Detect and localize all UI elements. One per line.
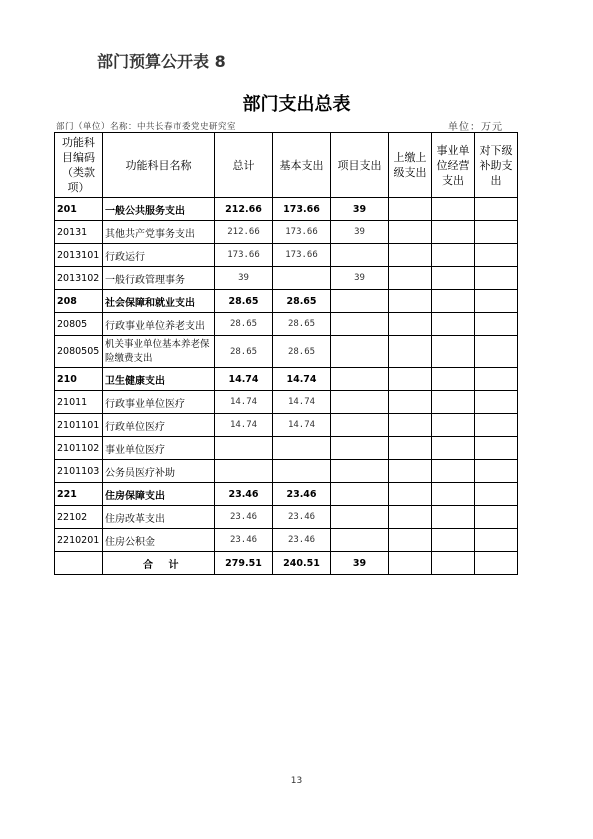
cell-upper	[389, 437, 432, 460]
cell-project	[331, 483, 389, 506]
table-row	[55, 336, 518, 368]
cell-basic: 23.46	[273, 506, 331, 529]
column-header-total: 总计	[215, 133, 273, 198]
cell-code: 22102	[55, 506, 103, 529]
cell-total: 23.46	[215, 506, 273, 529]
unit-label: 单位：万元	[448, 122, 503, 133]
table-row	[55, 483, 518, 506]
cell-business	[432, 336, 475, 368]
cell-subsidy	[475, 460, 518, 483]
cell-business	[432, 368, 475, 391]
cell-business	[432, 529, 475, 552]
table-row	[55, 290, 518, 313]
cell-project: 39	[331, 552, 389, 575]
column-header-upper: 上缴上级支出	[389, 133, 432, 198]
table-row	[55, 529, 518, 552]
cell-business	[432, 290, 475, 313]
cell-subsidy	[475, 336, 518, 368]
cell-basic: 28.65	[273, 336, 331, 368]
cell-total: 212.66	[215, 198, 273, 221]
cell-subsidy	[475, 267, 518, 290]
cell-upper	[389, 483, 432, 506]
table-row	[55, 244, 518, 267]
cell-total: 14.74	[215, 414, 273, 437]
cell-code: 2210201	[55, 529, 103, 552]
cell-project	[331, 414, 389, 437]
cell-code: 208	[55, 290, 103, 313]
cell-name: 一般公共服务支出	[103, 198, 215, 221]
cell-total: 39	[215, 267, 273, 290]
cell-basic	[273, 267, 331, 290]
document-heading: 部门预算公开表 8	[97, 52, 226, 71]
cell-project	[331, 313, 389, 336]
cell-name: 事业单位医疗	[103, 437, 215, 460]
expenditure-table	[54, 132, 518, 575]
cell-project	[331, 460, 389, 483]
cell-code: 2101101	[55, 414, 103, 437]
cell-basic: 14.74	[273, 391, 331, 414]
cell-upper	[389, 552, 432, 575]
column-header-code: 功能科目编码（类款项）	[55, 133, 103, 198]
cell-subsidy	[475, 290, 518, 313]
cell-name: 住房改革支出	[103, 506, 215, 529]
cell-name: 行政运行	[103, 244, 215, 267]
column-header-subsidy: 对下级补助支出	[475, 133, 518, 198]
cell-project	[331, 368, 389, 391]
cell-total: 14.74	[215, 368, 273, 391]
cell-code	[55, 552, 103, 575]
cell-code: 2013102	[55, 267, 103, 290]
table-row	[55, 221, 518, 244]
table-row	[55, 391, 518, 414]
cell-name: 合 计	[103, 552, 215, 575]
cell-basic: 14.74	[273, 368, 331, 391]
cell-upper	[389, 244, 432, 267]
cell-project	[331, 529, 389, 552]
cell-basic: 240.51	[273, 552, 331, 575]
cell-upper	[389, 506, 432, 529]
cell-business	[432, 391, 475, 414]
cell-total	[215, 437, 273, 460]
cell-project	[331, 391, 389, 414]
cell-subsidy	[475, 552, 518, 575]
cell-name: 其他共产党事务支出	[103, 221, 215, 244]
table-row	[55, 506, 518, 529]
cell-project	[331, 437, 389, 460]
cell-name: 行政单位医疗	[103, 414, 215, 437]
cell-subsidy	[475, 506, 518, 529]
cell-total: 14.74	[215, 391, 273, 414]
cell-basic: 28.65	[273, 290, 331, 313]
cell-upper	[389, 368, 432, 391]
page-title: 部门支出总表	[242, 94, 351, 115]
cell-code: 210	[55, 368, 103, 391]
cell-total: 173.66	[215, 244, 273, 267]
cell-total: 212.66	[215, 221, 273, 244]
cell-total: 23.46	[215, 483, 273, 506]
cell-name: 公务员医疗补助	[103, 460, 215, 483]
column-header-business: 事业单位经营支出	[432, 133, 475, 198]
cell-name: 卫生健康支出	[103, 368, 215, 391]
cell-total: 28.65	[215, 336, 273, 368]
column-header-basic: 基本支出	[273, 133, 331, 198]
cell-name: 行政事业单位养老支出	[103, 313, 215, 336]
cell-name: 住房保障支出	[103, 483, 215, 506]
cell-business	[432, 506, 475, 529]
table-row	[55, 368, 518, 391]
cell-project: 39	[331, 221, 389, 244]
cell-basic: 173.66	[273, 198, 331, 221]
cell-project	[331, 506, 389, 529]
cell-subsidy	[475, 529, 518, 552]
table-row	[55, 437, 518, 460]
cell-project	[331, 290, 389, 313]
table-row	[55, 460, 518, 483]
cell-project: 39	[331, 267, 389, 290]
cell-code: 201	[55, 198, 103, 221]
cell-name: 一般行政管理事务	[103, 267, 215, 290]
cell-upper	[389, 290, 432, 313]
cell-upper	[389, 460, 432, 483]
cell-business	[432, 552, 475, 575]
cell-project	[331, 244, 389, 267]
cell-subsidy	[475, 414, 518, 437]
cell-subsidy	[475, 313, 518, 336]
cell-business	[432, 460, 475, 483]
total-row	[55, 552, 518, 575]
cell-subsidy	[475, 483, 518, 506]
cell-name: 机关事业单位基本养老保险缴费支出	[103, 336, 215, 368]
cell-code: 2101102	[55, 437, 103, 460]
cell-subsidy	[475, 368, 518, 391]
cell-project	[331, 336, 389, 368]
cell-basic: 14.74	[273, 414, 331, 437]
cell-code: 221	[55, 483, 103, 506]
cell-basic	[273, 460, 331, 483]
cell-upper	[389, 267, 432, 290]
cell-upper	[389, 391, 432, 414]
cell-subsidy	[475, 437, 518, 460]
cell-total: 28.65	[215, 313, 273, 336]
department-name: 部门（单位）名称：中共长春市委党史研究室	[56, 122, 237, 132]
cell-upper	[389, 529, 432, 552]
cell-business	[432, 483, 475, 506]
cell-project: 39	[331, 198, 389, 221]
cell-upper	[389, 198, 432, 221]
table-header-row	[55, 133, 518, 198]
cell-basic: 173.66	[273, 244, 331, 267]
cell-business	[432, 198, 475, 221]
cell-business	[432, 313, 475, 336]
table-row	[55, 313, 518, 336]
cell-basic: 28.65	[273, 313, 331, 336]
cell-basic: 173.66	[273, 221, 331, 244]
cell-total: 28.65	[215, 290, 273, 313]
cell-upper	[389, 414, 432, 437]
cell-business	[432, 414, 475, 437]
cell-name: 社会保障和就业支出	[103, 290, 215, 313]
cell-name: 住房公积金	[103, 529, 215, 552]
cell-business	[432, 267, 475, 290]
cell-code: 2101103	[55, 460, 103, 483]
cell-subsidy	[475, 221, 518, 244]
cell-code: 2013101	[55, 244, 103, 267]
page-number: 13	[290, 776, 303, 786]
cell-total: 279.51	[215, 552, 273, 575]
cell-code: 20805	[55, 313, 103, 336]
cell-total: 23.46	[215, 529, 273, 552]
table-row	[55, 414, 518, 437]
cell-business	[432, 221, 475, 244]
cell-business	[432, 244, 475, 267]
cell-upper	[389, 313, 432, 336]
cell-name: 行政事业单位医疗	[103, 391, 215, 414]
cell-code: 20131	[55, 221, 103, 244]
cell-subsidy	[475, 244, 518, 267]
table-row	[55, 267, 518, 290]
cell-business	[432, 437, 475, 460]
cell-subsidy	[475, 391, 518, 414]
cell-code: 2080505	[55, 336, 103, 368]
cell-upper	[389, 336, 432, 368]
cell-basic	[273, 437, 331, 460]
cell-subsidy	[475, 198, 518, 221]
cell-basic: 23.46	[273, 483, 331, 506]
column-header-name: 功能科目名称	[103, 133, 215, 198]
cell-total	[215, 460, 273, 483]
cell-basic: 23.46	[273, 529, 331, 552]
cell-code: 21011	[55, 391, 103, 414]
cell-upper	[389, 221, 432, 244]
table-row	[55, 198, 518, 221]
column-header-project: 项目支出	[331, 133, 389, 198]
